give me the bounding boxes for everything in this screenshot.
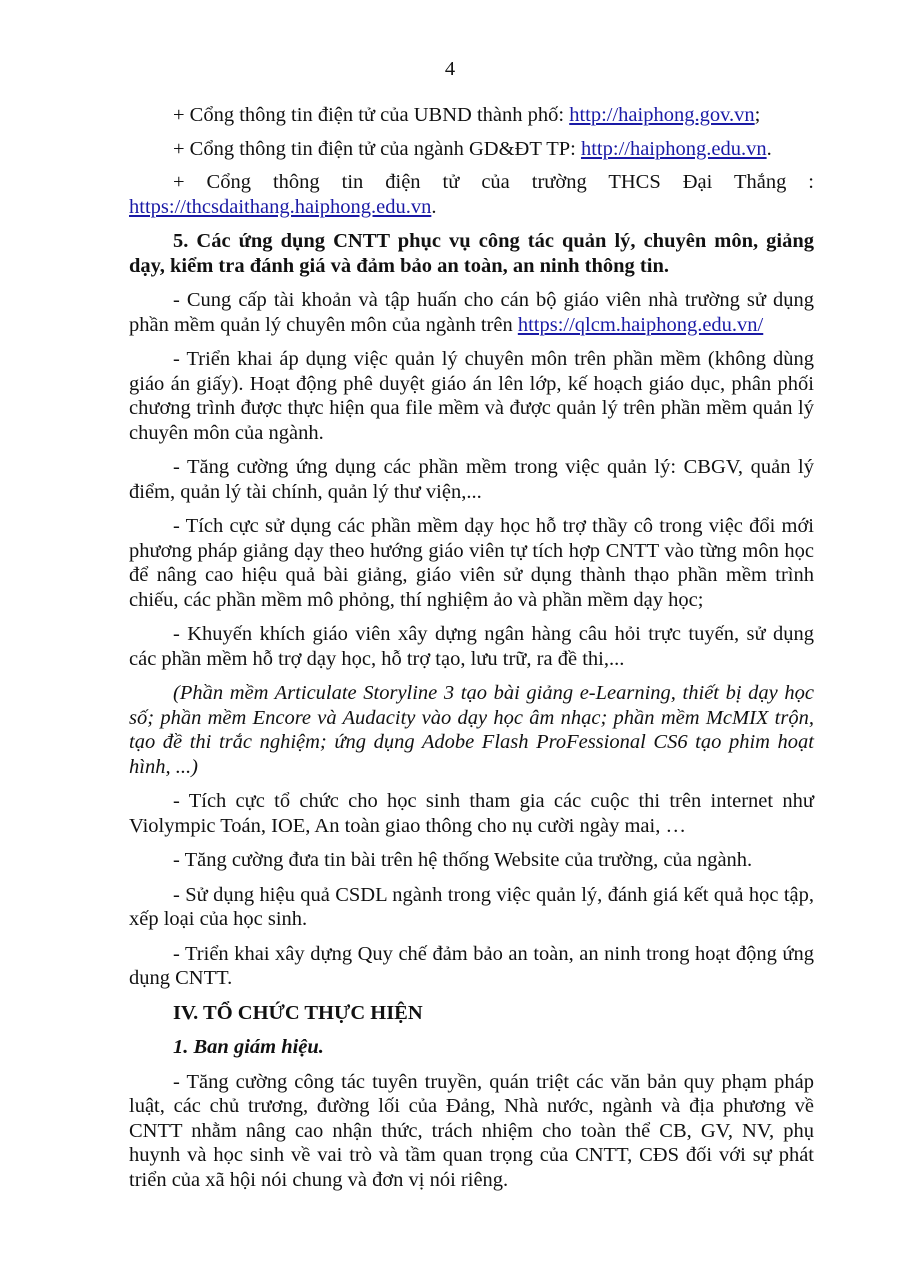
section-5-item: - Tích cực sử dụng các phần mềm dạy học hỗ trợ thầy cô trong việc đổi mới phương pháp giảng dạy theo hướng giáo viên tự tích hợp CNTT vào từng môn học để nâng cao hiệu quả bài giảng, giáo viên sử dụng thành thạo phần mềm trình chiếu, các phần mềm mô phỏng, thí nghiệm ảo và phần mềm dạy học; [129,515,814,611]
link-thcs-daithang[interactable]: https://thcsdaithang.haiphong.edu.vn [129,195,432,218]
section-iv-subheading: 1. Ban giám hiệu. [173,1036,324,1058]
section-5-item: - Triển khai áp dụng việc quản lý chuyên môn trên phần mềm (không dùng giáo án giấy). Hoạt động phê duyệt giáo án lên lớp, kế hoạch giáo dục, phân phối chương trình được thực hiện qua file mềm và được quản lý trên phần mềm quản lý chuyên môn của ngành. [129,348,814,444]
link-haiphong-edu[interactable]: http://haiphong.edu.vn [580,137,767,160]
section-5-item: - Tăng cường đưa tin bài trên hệ thống Website của trường, của ngành. [173,849,753,871]
software-note: (Phần mềm Articulate Storyline 3 tạo bài giảng e-Learning, thiết bị dạy học số; phần mềm Encore và Audacity vào dạy học âm nhạc; phần mềm McMIX trộn, tạo đề thi trắc nghiệm; ứng dụng Adobe Flash ProFessional CS6 tạo phim hoạt hình, ...) [129,682,814,778]
section-5-item: - Triển khai xây dựng Quy chế đảm bảo an toàn, an ninh trong hoạt động ứng dụng CNTT. [129,942,814,989]
section-5-item: - Sử dụng hiệu quả CSDL ngành trong việc quản lý, đánh giá kết quả học tập, xếp loại của học sinh. [129,883,814,930]
portal-item-school [129,170,814,219]
section-5-item [129,288,814,337]
item-text: - Cung cấp tài khoản và tập huấn cho cán bộ giáo viên nhà trường sử dụng phần mềm quản lý chuyên môn của ngành trên [129,289,814,336]
punctuation: . [431,195,437,218]
link-haiphong-gov[interactable]: http://haiphong.gov.vn [569,104,755,126]
section-iv-heading: IV. TỔ CHỨC THỰC HIỆN [173,1001,423,1024]
page-number: 4 [444,58,456,80]
portal-item-gddt [129,137,814,162]
section-5-heading: 5. Các ứng dụng CNTT phục vụ công tác quản lý, chuyên môn, giảng dạy, kiểm tra đánh giá và đảm bảo an toàn, an ninh thông tin. [129,230,814,277]
punctuation: . [766,137,772,160]
portal-label: + Cổng thông tin điện tử của trường THCS Đại Thắng : [173,171,814,193]
punctuation: ; [754,104,761,126]
section-iv-paragraph: - Tăng cường công tác tuyên truyền, quán triệt các văn bản quy phạm pháp luật, các chủ trương, đường lối của Đảng, Nhà nước, ngành và địa phương về CNTT nhằm nâng cao nhận thức, trách nhiệm cho toàn thể CB, GV, NV, phụ huynh và học sinh về vai trò và tầm quan trọng của CNTT, CĐS đối với sự phát triển của xã hội nói chung và đơn vị nói riêng. [129,1070,814,1191]
portal-label: + Cổng thông tin điện tử của ngành GD&ĐT TP: [173,137,581,160]
portal-item-ubnd [129,103,814,128]
section-5-item: - Khuyến khích giáo viên xây dựng ngân hàng câu hỏi trực tuyến, sử dụng các phần mềm hỗ trợ dạy học, hỗ trợ tạo, lưu trữ, ra đề thi,... [129,623,814,670]
document-body [129,103,814,1192]
link-qlcm[interactable]: https://qlcm.haiphong.edu.vn/ [517,313,764,336]
section-5-item: - Tích cực tổ chức cho học sinh tham gia các cuộc thi trên internet như Violympic Toán, IOE, An toàn giao thông cho nụ cười ngày mai, … [129,790,814,837]
portal-label: + Cổng thông tin điện tử của UBND thành phố: [173,104,570,126]
section-5-item: - Tăng cường ứng dụng các phần mềm trong việc quản lý: CBGV, quản lý điểm, quản lý tài chính, quản lý thư viện,... [129,456,814,503]
